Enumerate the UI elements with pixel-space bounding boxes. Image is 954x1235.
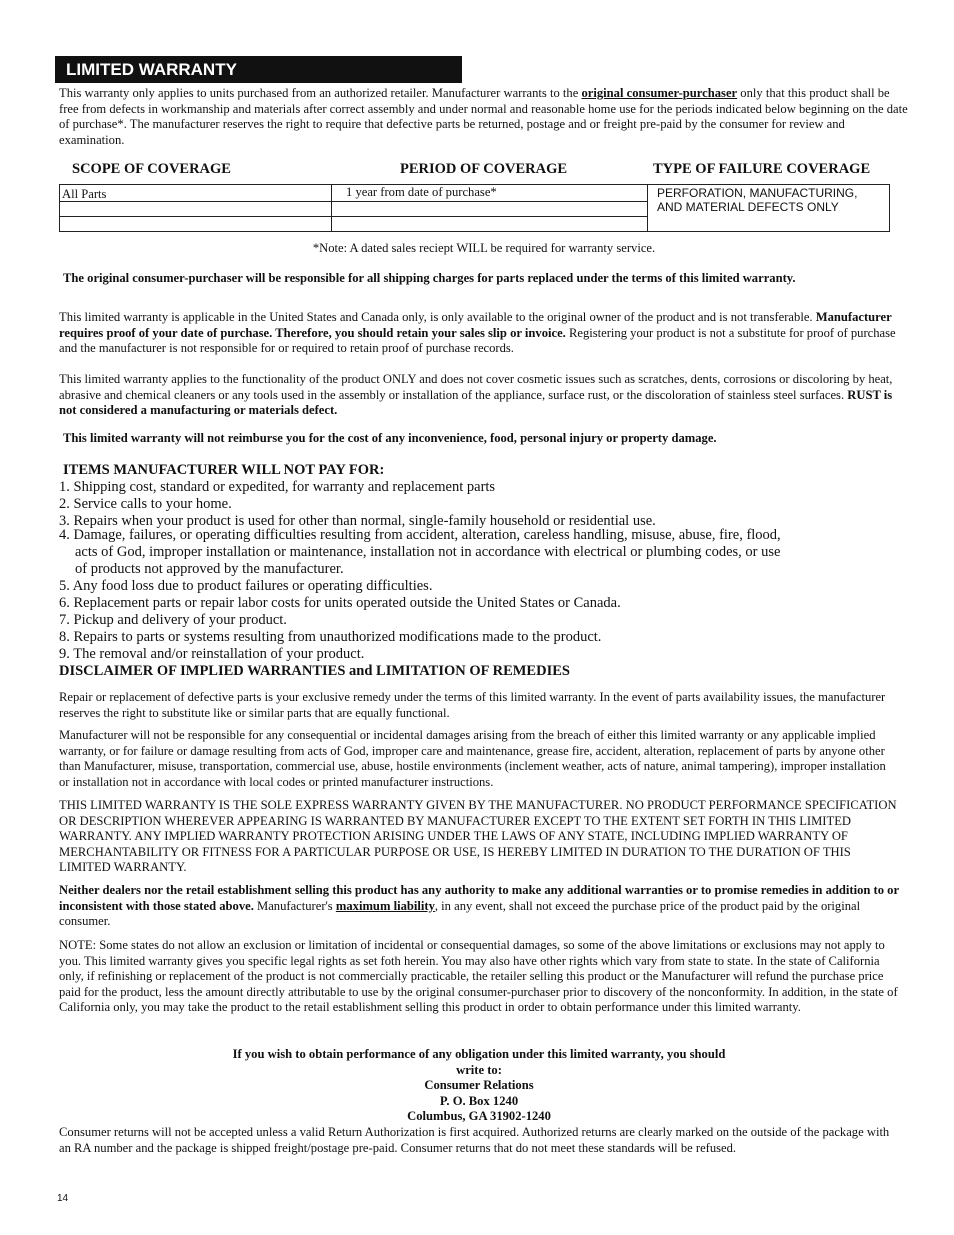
- list-item: of products not approved by the manufacturer.: [75, 561, 344, 577]
- list-item: acts of God, improper installation or maintenance, installation not in accordance with electrical or plumbing codes, or use: [75, 544, 781, 560]
- applicable-paragraph: This limited warranty is applicable in the United States and Canada only, is only available to the original owner of the product and is not transferable. Manufacturer requires proof of your date of purchase. Therefore, you should retain your sales slip or invoice. Registering your product is not a substitute for proof of purchase and the manufacturer is not responsible for or required to retain proof of purchase records.: [59, 310, 896, 355]
- page-title: LIMITED WARRANTY: [55, 56, 462, 83]
- list-item: 8. Repairs to parts or systems resulting from unauthorized modifications made to the product.: [59, 629, 602, 645]
- maximum-liability-emphasis: maximum liability: [335, 898, 435, 913]
- functionality-paragraph: This limited warranty applies to the functionality of the product ONLY and does not cover cosmetic issues such as scratches, dents, corrosions or discoloring by heat, abrasive and chemical cleaners or any tools used in the assembly or installation of the appliance, surface rust, or the discoloration of stainless steel surfaces. RUST is not considered a manufacturing or materials defect.: [59, 372, 893, 417]
- state-law-note: NOTE: Some states do not allow an exclusion or limitation of incidental or consequential damages, so some of the above limitations or exclusions may not apply to you. This limited warranty gives you specific legal rights as set foth herein. You may also have other rights which vary from state to state. In the state of California only, if refinishing or replacement of the product is not commercially practicable, the retailer selling this product or the Manufacturer will refund the purchase price paid for the product, less the amount directly attributable to use by the original consumer-purchaser prior to discovery of the nonconformity. In addition, in the state of California only, you may take the product to the retail establishment selling this product in order to obtain performance under this limited warranty.: [59, 938, 898, 1014]
- list-item: 9. The removal and/or reinstallation of your product.: [59, 646, 365, 662]
- list-item: 6. Replacement parts or repair labor costs for units operated outside the United States or Canada.: [59, 595, 621, 611]
- scope-cell: All Parts: [60, 185, 332, 202]
- disclaimer-heading: DISCLAIMER OF IMPLIED WARRANTIES and LIMITATION OF REMEDIES: [59, 663, 570, 679]
- original-consumer-purchaser-emphasis: original consumer-purchaser: [581, 86, 738, 100]
- sole-express-paragraph: THIS LIMITED WARRANTY IS THE SOLE EXPRESS WARRANTY GIVEN BY THE MANUFACTURER. NO PRODUCT PERFORMANCE SPECIFICATION OR DESCRIPTION WHEREVER APPEARING IS WARRANTED BY MANUFACTURER EXCEPT TO THE EXTENT SET FORTH IN THIS LIMITED WARRANTY. ANY IMPLIED WARRANTY PROTECTION ARISING UNDER THE LAWS OF ANY STATE, INCLUDING IMPLIED WARRANTY OF MERCHANTABILITY OR FITNESS FOR A PARTICULAR PURPOSE OR USE, IS HEREBY LIMITED IN DURATION TO THE DURATION OF THIS LIMITED WARRANTY.: [59, 798, 897, 874]
- list-item: 2. Service calls to your home.: [59, 496, 232, 512]
- period-of-coverage-header: PERIOD OF COVERAGE: [400, 161, 568, 177]
- failure-cell: PERFORATION, MANUFACTURING, AND MATERIAL DEFECTS ONLY: [648, 185, 890, 232]
- coverage-table: [59, 184, 890, 232]
- page-number: 14: [57, 1193, 69, 1204]
- list-item: 1. Shipping cost, standard or expedited, for warranty and replacement parts: [59, 479, 496, 495]
- items-list: [59, 479, 909, 663]
- type-of-failure-header: TYPE OF FAILURE COVERAGE: [653, 161, 871, 177]
- list-item: 4. Damage, failures, or operating difficulties resulting from accident, alteration, careless handling, misuse, abuse, fire, flood,: [59, 527, 781, 543]
- list-item: 7. Pickup and delivery of your product.: [59, 612, 287, 628]
- receipt-note: *Note: A dated sales reciept WILL be required for warranty service.: [312, 241, 656, 255]
- consequential-paragraph: Manufacturer will not be responsible for any consequential or incidental damages arising from the breach of either this limited warranty or any applicable implied warranty, or for failure or damage resulting from acts of God, improper care and maintenance, grease fire, accident, alteration, replacement of parts by anyone other than Manufacturer, misuse, transportation, commercial use, abuse, hostile environments (inclement weather, acts of nature, animal tampering), improper installation or installation not in accordance with local codes or printed manufacturer instructions.: [59, 728, 886, 789]
- repair-paragraph: Repair or replacement of defective parts is your exclusive remedy under the terms of this limited warranty. In the event of parts availability issues, the manufacturer reserves the right to substitute like or similar parts that are equally functional.: [59, 690, 886, 720]
- returns-paragraph: Consumer returns will not be accepted unless a valid Return Authorization is first acquired. Authorized returns are clearly marked on the outside of the package with an RA number and the package is shipped freight/postage pre-paid. Consumer returns that do not meet these standards will be refused.: [59, 1125, 890, 1155]
- no-reimburse-statement: This limited warranty will not reimburse you for the cost of any inconvenience, food, personal injury or property damage.: [63, 431, 717, 445]
- dealers-paragraph: Neither dealers nor the retail establishment selling this product has any authority to make any additional warranties or to promise remedies in addition to or inconsistent with those stated above. Manufacturer's maximum liability, in any event, shall not exceed the purchase price of the product paid by the original consumer.: [59, 883, 899, 928]
- contact-address: If you wish to obtain performance of any obligation under this limited warranty, you should write to: Consumer Relations P. O. Box 1240 Columbus, GA 31902-1240: [232, 1047, 726, 1123]
- items-heading: ITEMS MANUFACTURER WILL NOT PAY FOR:: [63, 462, 385, 478]
- list-item: 3. Repairs when your product is used for other than normal, single-family household or residential use.: [59, 513, 656, 529]
- period-cell: 1 year from date of purchase*: [332, 185, 648, 202]
- shipping-charges-statement: The original consumer-purchaser will be responsible for all shipping charges for parts replaced under the terms of this limited warranty.: [63, 271, 796, 285]
- list-item: 5. Any food loss due to product failures or operating difficulties.: [59, 578, 433, 594]
- scope-of-coverage-header: SCOPE OF COVERAGE: [72, 161, 231, 177]
- intro-paragraph: This warranty only applies to units purchased from an authorized retailer. Manufacturer warrants to the original consumer-purchaser only that this product shall be free from defects in workmanship and materials after correct assembly and under normal and reasonable home use for the periods indicated below beginning on the date of purchase*. The manufacturer reserves the right to require that defective parts be returned, postage and or freight pre-paid by the consumer for review and examination.: [59, 86, 908, 147]
- table-row: [60, 185, 890, 202]
